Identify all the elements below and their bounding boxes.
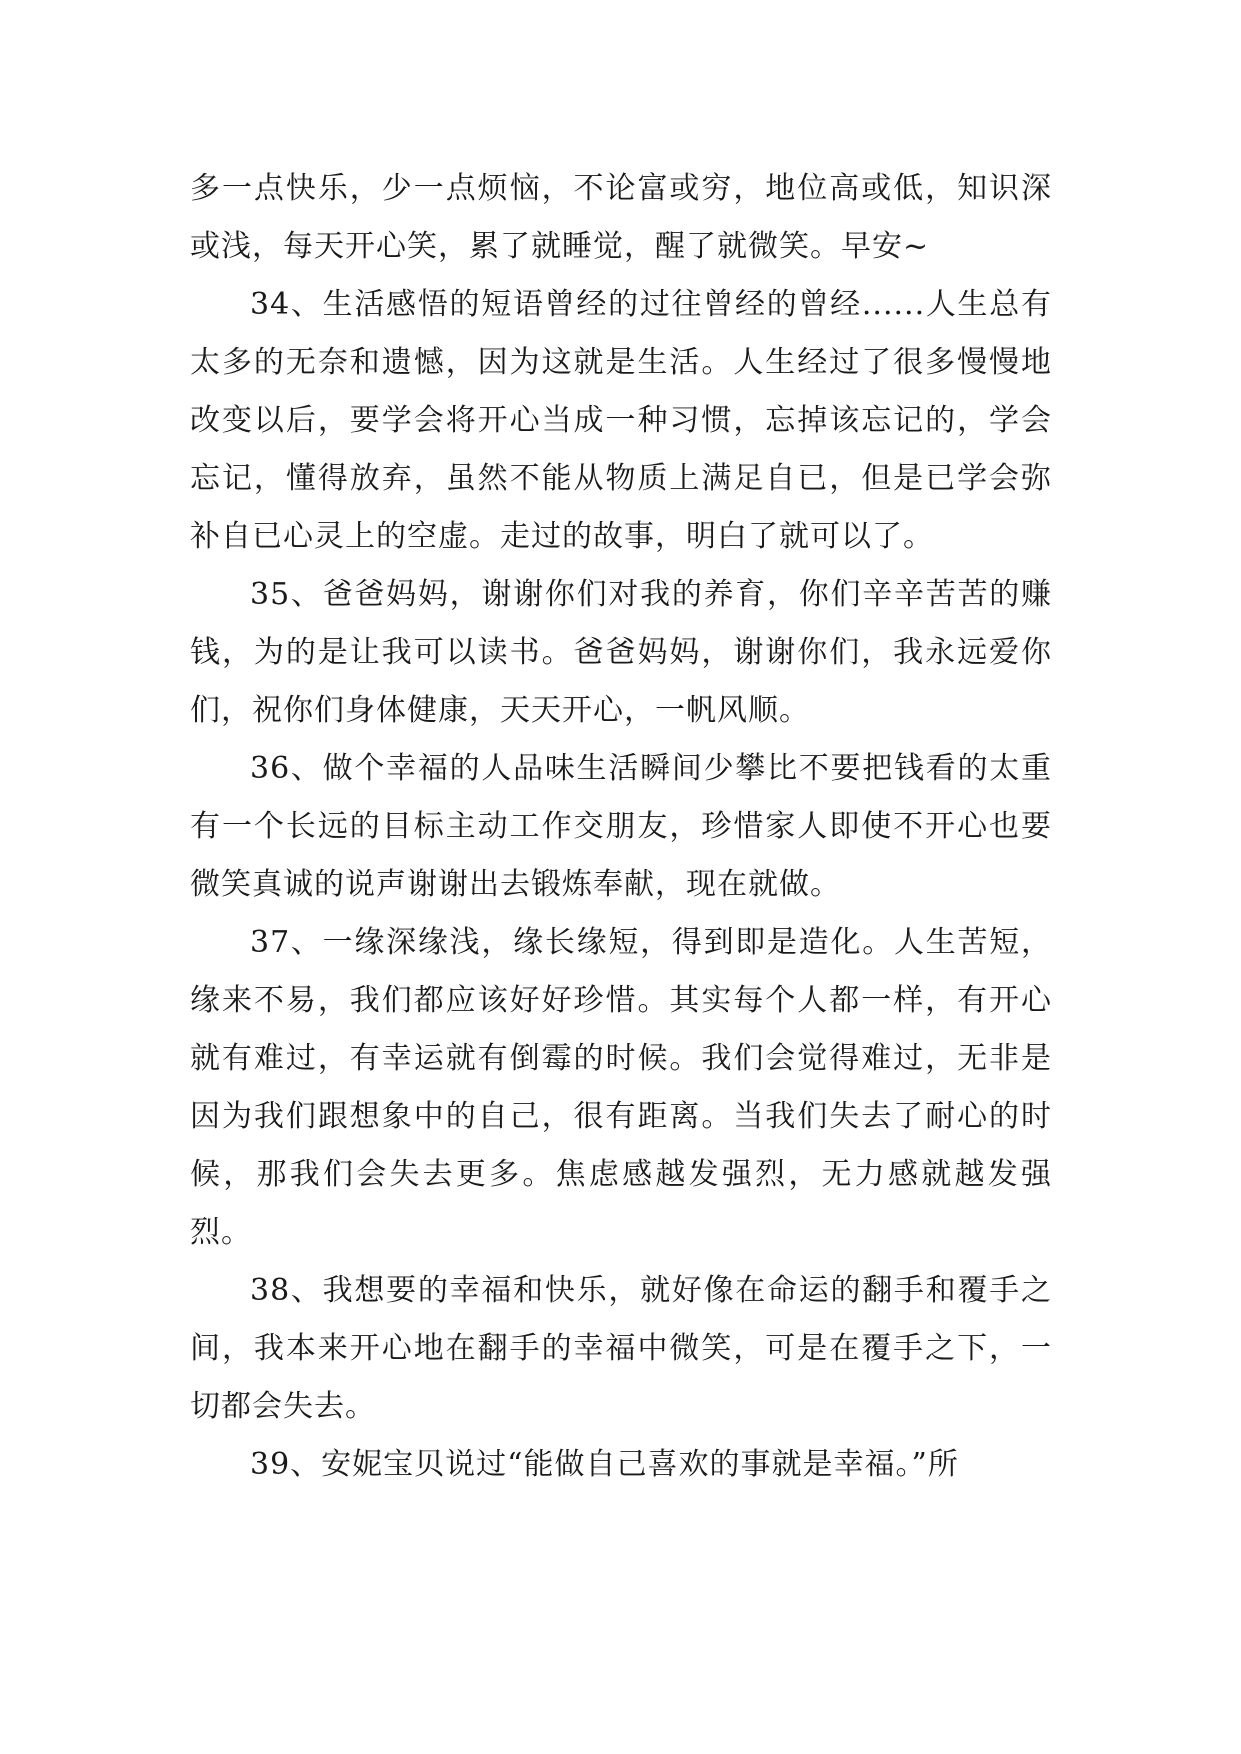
paragraph-35: 35、爸爸妈妈，谢谢你们对我的养育，你们辛辛苦苦的赚钱，为的是让我可以读书。爸爸妈妈，谢谢你们，我永远爱你们，祝你们身体健康，天天开心，一帆风顺。	[190, 577, 1052, 728]
paragraph-continuation: 多一点快乐，少一点烦恼，不论富或穷，地位高或低，知识深或浅，每天开心笑，累了就睡觉，醒了就微笑。早安~	[190, 171, 1052, 264]
paragraph-37: 37、一缘深缘浅，缘长缘短，得到即是造化。人生苦短，缘来不易，我们都应该好好珍惜。其实每个人都一样，有开心就有难过，有幸运就有倒霉的时候。我们会觉得难过，无非是因为我们跟想象中的自己，很有距离。当我们失去了耐心的时候，那我们会失去更多。焦虑感越发强烈，无力感就越发强烈。	[190, 925, 1052, 1250]
document-page	[190, 160, 1052, 1494]
paragraph-39: 39、安妮宝贝说过“能做自己喜欢的事就是幸福。”所	[250, 1447, 959, 1482]
paragraph-36: 36、做个幸福的人品味生活瞬间少攀比不要把钱看的太重有一个长远的目标主动工作交朋友，珍惜家人即使不开心也要微笑真诚的说声谢谢出去锻炼奉献，现在就做。	[190, 751, 1052, 902]
paragraph-38: 38、我想要的幸福和快乐，就好像在命运的翻手和覆手之间，我本来开心地在翻手的幸福中微笑，可是在覆手之下，一切都会失去。	[190, 1273, 1052, 1424]
paragraph-34: 34、生活感悟的短语曾经的过往曾经的曾经......人生总有太多的无奈和遗憾，因为这就是生活。人生经过了很多慢慢地改变以后，要学会将开心当成一种习惯，忘掉该忘记的，学会忘记，懂得放弃，虽然不能从物质上满足自已，但是已学会弥补自已心灵上的空虚。走过的故事，明白了就可以了。	[190, 287, 1052, 554]
